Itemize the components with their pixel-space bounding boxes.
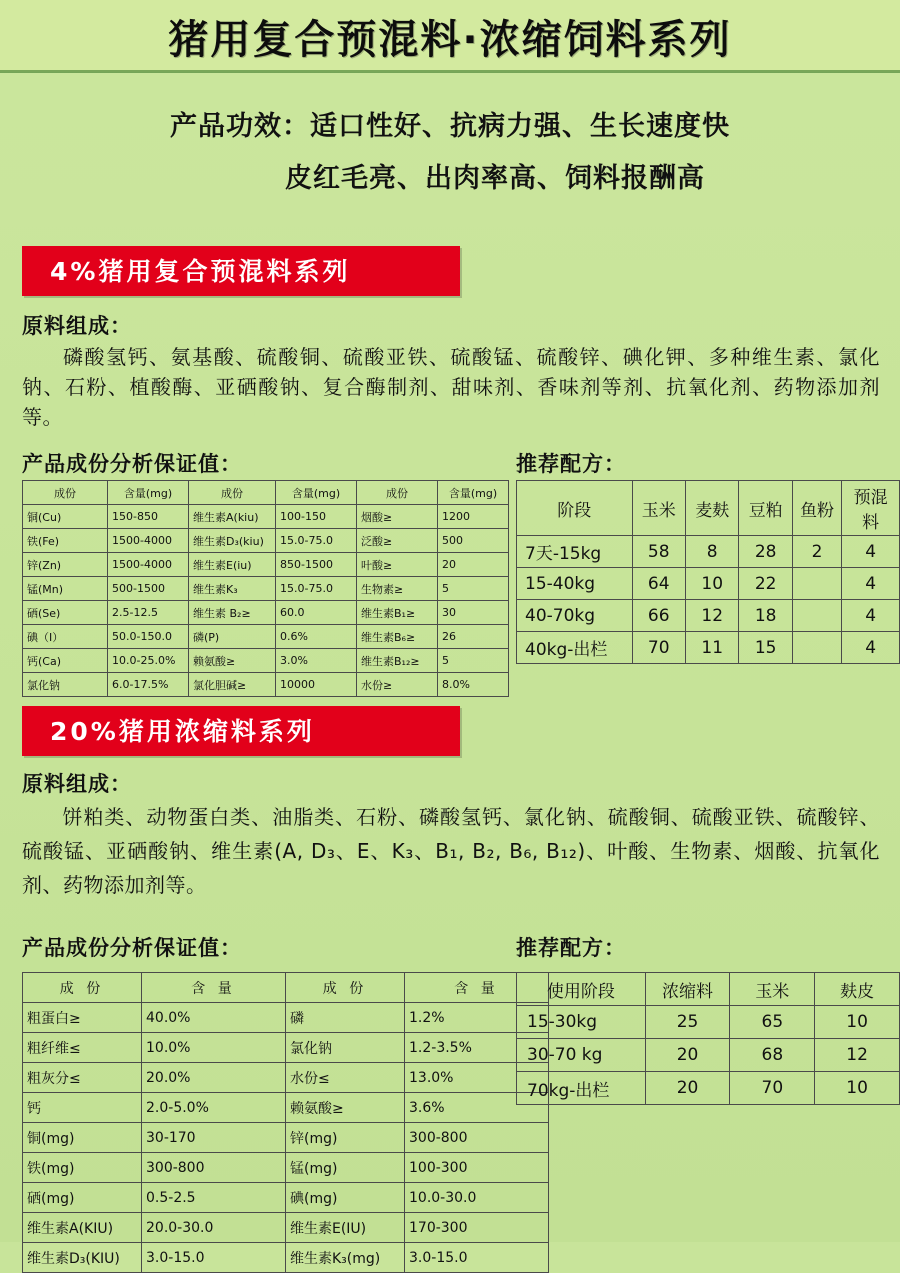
table-cell: 粗灰分≤: [23, 1063, 142, 1093]
section-2-ingredients-body: 饼粕类、动物蛋白类、油脂类、石粉、磷酸氢钙、氯化钠、硫酸铜、硫酸亚铁、硫酸锌、硫酸锰、亚硒酸钠、维生素(A, D₃、E、K₃、B₁, B₂, B₆, B₁₂)、叶酸、生物素、烟酸、抗氧化剂、药物添加剂等。: [22, 805, 880, 897]
table-cell: 850-1500: [276, 553, 357, 577]
table-cell: 硒(Se): [23, 601, 108, 625]
table-cell: 18: [739, 600, 792, 632]
table-row: [23, 577, 509, 601]
table-cell: [792, 600, 841, 632]
page-title: 猪用复合预混料·浓缩饲料系列: [168, 17, 732, 63]
table-cell: 15.0-75.0: [276, 577, 357, 601]
section-1-formula-table: [516, 480, 900, 664]
col-header: 预混料: [842, 481, 900, 536]
table-cell: 28: [739, 536, 792, 568]
section-2-ingredients-heading: 原料组成：: [22, 772, 132, 796]
table-row: [23, 625, 509, 649]
table-row: [23, 505, 509, 529]
col-header: 成份: [189, 481, 276, 505]
table-row: [23, 649, 509, 673]
table-cell: 22: [739, 568, 792, 600]
table-cell: 4: [842, 632, 900, 664]
table-row: [517, 536, 900, 568]
table-cell: 维生素K₃: [189, 577, 276, 601]
table-row: [23, 1093, 549, 1123]
col-header: 含量(mg): [108, 481, 189, 505]
col-header: 含 量: [142, 973, 286, 1003]
table-row: [23, 1063, 549, 1093]
table-cell: 64: [632, 568, 685, 600]
col-header: 鱼粉: [792, 481, 841, 536]
table-cell: 10000: [276, 673, 357, 697]
table-cell: 维生素B₆≥: [357, 625, 438, 649]
table-cell: 40-70kg: [517, 600, 633, 632]
table-cell: 氯化钠: [23, 673, 108, 697]
col-header: 豆粕: [739, 481, 792, 536]
col-header: 玉米: [632, 481, 685, 536]
table-row: [23, 1033, 549, 1063]
table-cell: 25: [645, 1006, 730, 1039]
table-cell: 铜(Cu): [23, 505, 108, 529]
table-cell: 15: [739, 632, 792, 664]
col-header: 麸皮: [815, 973, 900, 1006]
table-cell: 100-150: [276, 505, 357, 529]
table-cell: 钙: [23, 1093, 142, 1123]
table-cell: 170-300: [405, 1213, 549, 1243]
table-header-row: [23, 481, 509, 505]
table-cell: 维生素A(KIU): [23, 1213, 142, 1243]
table-cell: 维生素B₁≥: [357, 601, 438, 625]
table-cell: 维生素B₁₂≥: [357, 649, 438, 673]
table-cell: 30: [438, 601, 509, 625]
table-cell: 磷: [286, 1003, 405, 1033]
table-cell: 铁(mg): [23, 1153, 142, 1183]
section-1-composition-table: [22, 480, 509, 697]
table-cell: 10: [685, 568, 738, 600]
table-cell: 1.2%: [405, 1003, 549, 1033]
table-cell: 5: [438, 649, 509, 673]
table-cell: 5: [438, 577, 509, 601]
table-cell: 1500-4000: [108, 553, 189, 577]
section-1-ingredients-heading: 原料组成：: [22, 314, 132, 338]
table-cell: 2.5-12.5: [108, 601, 189, 625]
table-cell: 300-800: [142, 1153, 286, 1183]
table-cell: 20: [645, 1072, 730, 1105]
table-cell: 500: [438, 529, 509, 553]
section-1-ingredients-body: 磷酸氢钙、氨基酸、硫酸铜、硫酸亚铁、硫酸锰、硫酸锌、碘化钾、多种维生素、氯化钠、石粉、植酸酶、亚硒酸钠、复合酶制剂、甜味剂、香味剂等剂、抗氧化剂、药物添加剂等。: [22, 345, 880, 429]
table-cell: 66: [632, 600, 685, 632]
table-row: [23, 1003, 549, 1033]
table-cell: 钙(Ca): [23, 649, 108, 673]
table-cell: 70: [632, 632, 685, 664]
table-header-row: [517, 973, 900, 1006]
table-cell: 20: [645, 1039, 730, 1072]
table-cell: 氯化胆碱≥: [189, 673, 276, 697]
table-cell: 300-800: [405, 1123, 549, 1153]
table-cell: 维生素 B₂≥: [189, 601, 276, 625]
table-row: [517, 600, 900, 632]
table-cell: 12: [815, 1039, 900, 1072]
table-cell: 3.6%: [405, 1093, 549, 1123]
table-row: [23, 1153, 549, 1183]
col-header: 成 份: [23, 973, 142, 1003]
table-row: [23, 529, 509, 553]
col-header: 使用阶段: [517, 973, 646, 1006]
table-cell: 4: [842, 536, 900, 568]
table-cell: 铜(mg): [23, 1123, 142, 1153]
table-cell: 0.6%: [276, 625, 357, 649]
table-cell: 11: [685, 632, 738, 664]
table-cell: 3.0-15.0: [142, 1243, 286, 1273]
table-cell: 2.0-5.0%: [142, 1093, 286, 1123]
table-cell: 水份≥: [357, 673, 438, 697]
col-header: 阶段: [517, 481, 633, 536]
table-row: [23, 553, 509, 577]
table-cell: 锌(Zn): [23, 553, 108, 577]
col-header: 含量(mg): [438, 481, 509, 505]
table-cell: 磷(P): [189, 625, 276, 649]
table-cell: 20.0%: [142, 1063, 286, 1093]
table-cell: 碘（I）: [23, 625, 108, 649]
subtitle-line-2: 皮红毛亮、出肉率高、饲料报酬高: [285, 163, 705, 194]
table-cell: 50.0-150.0: [108, 625, 189, 649]
table-cell: 泛酸≥: [357, 529, 438, 553]
table-cell: 10.0-25.0%: [108, 649, 189, 673]
table-cell: 20.0-30.0: [142, 1213, 286, 1243]
table-row: [23, 673, 509, 697]
col-header: 浓缩料: [645, 973, 730, 1006]
section-2-banner: 20%猪用浓缩料系列: [22, 706, 460, 756]
table-cell: 15-40kg: [517, 568, 633, 600]
col-header: 成 份: [286, 973, 405, 1003]
table-cell: 维生素E(IU): [286, 1213, 405, 1243]
table-row: [517, 1039, 900, 1072]
table-cell: 3.0-15.0: [405, 1243, 549, 1273]
table-cell: [792, 568, 841, 600]
table-row: [23, 1183, 549, 1213]
table-row: [23, 1123, 549, 1153]
table-cell: 30-70 kg: [517, 1039, 646, 1072]
table-cell: 10.0-30.0: [405, 1183, 549, 1213]
table-cell: 碘(mg): [286, 1183, 405, 1213]
col-header: 玉米: [730, 973, 815, 1006]
table-cell: 1.2-3.5%: [405, 1033, 549, 1063]
table-cell: 氯化钠: [286, 1033, 405, 1063]
table-cell: 维生素D₃(KIU): [23, 1243, 142, 1273]
table-cell: 赖氨酸≥: [286, 1093, 405, 1123]
table-cell: 0.5-2.5: [142, 1183, 286, 1213]
section-1-formula-heading: 推荐配方：: [516, 452, 626, 476]
table-cell: 20: [438, 553, 509, 577]
table-cell: [792, 632, 841, 664]
section-1-composition-heading: 产品成份分析保证值：: [22, 452, 242, 476]
table-cell: 维生素E(iu): [189, 553, 276, 577]
table-row: [23, 1213, 549, 1243]
section-1-banner: 4%猪用复合预混料系列: [22, 246, 460, 296]
table-cell: 10.0%: [142, 1033, 286, 1063]
table-cell: 8.0%: [438, 673, 509, 697]
table-cell: 粗纤维≤: [23, 1033, 142, 1063]
table-cell: 68: [730, 1039, 815, 1072]
table-cell: 生物素≥: [357, 577, 438, 601]
col-header: 成份: [357, 481, 438, 505]
section-2-formula-heading: 推荐配方：: [516, 936, 626, 960]
table-cell: 赖氨酸≥: [189, 649, 276, 673]
table-row: [23, 601, 509, 625]
table-cell: 4: [842, 600, 900, 632]
title-divider: [0, 70, 900, 73]
col-header: 含 量: [405, 973, 549, 1003]
section-2-formula-table: [516, 972, 900, 1105]
table-header-row: [23, 973, 549, 1003]
table-row: [23, 1243, 549, 1273]
table-row: [517, 632, 900, 664]
table-cell: 8: [685, 536, 738, 568]
col-header: 含量(mg): [276, 481, 357, 505]
table-cell: 500-1500: [108, 577, 189, 601]
table-cell: 13.0%: [405, 1063, 549, 1093]
table-header-row: [517, 481, 900, 536]
table-cell: 4: [842, 568, 900, 600]
table-cell: 锰(mg): [286, 1153, 405, 1183]
table-cell: 维生素K₃(mg): [286, 1243, 405, 1273]
table-cell: 粗蛋白≥: [23, 1003, 142, 1033]
table-cell: 58: [632, 536, 685, 568]
table-cell: 水份≤: [286, 1063, 405, 1093]
table-cell: 15-30kg: [517, 1006, 646, 1039]
table-row: [517, 1006, 900, 1039]
table-cell: 40kg-出栏: [517, 632, 633, 664]
table-cell: 烟酸≥: [357, 505, 438, 529]
section-2-ingredients-text: [22, 800, 880, 902]
table-cell: 65: [730, 1006, 815, 1039]
table-cell: 70kg-出栏: [517, 1072, 646, 1105]
table-cell: 铁(Fe): [23, 529, 108, 553]
table-cell: 15.0-75.0: [276, 529, 357, 553]
table-cell: 维生素D₃(kiu): [189, 529, 276, 553]
section-2-composition-table: [22, 972, 549, 1273]
table-cell: 1200: [438, 505, 509, 529]
col-header: 成份: [23, 481, 108, 505]
table-cell: 12: [685, 600, 738, 632]
table-cell: 叶酸≥: [357, 553, 438, 577]
section-1-ingredients-text: [22, 342, 880, 432]
table-cell: 150-850: [108, 505, 189, 529]
table-cell: 40.0%: [142, 1003, 286, 1033]
table-cell: 30-170: [142, 1123, 286, 1153]
table-cell: 7天-15kg: [517, 536, 633, 568]
table-row: [517, 1072, 900, 1105]
table-cell: 26: [438, 625, 509, 649]
table-cell: 硒(mg): [23, 1183, 142, 1213]
table-cell: 60.0: [276, 601, 357, 625]
col-header: 麦麸: [685, 481, 738, 536]
table-cell: 2: [792, 536, 841, 568]
table-cell: 锌(mg): [286, 1123, 405, 1153]
table-cell: 维生素A(kiu): [189, 505, 276, 529]
table-cell: 10: [815, 1006, 900, 1039]
table-cell: 100-300: [405, 1153, 549, 1183]
subtitle-line-1: 产品功效：适口性好、抗病力强、生长速度快: [170, 111, 730, 142]
table-cell: 3.0%: [276, 649, 357, 673]
table-row: [517, 568, 900, 600]
table-cell: 1500-4000: [108, 529, 189, 553]
table-cell: 10: [815, 1072, 900, 1105]
table-cell: 锰(Mn): [23, 577, 108, 601]
table-cell: 70: [730, 1072, 815, 1105]
section-2-composition-heading: 产品成份分析保证值：: [22, 936, 242, 960]
table-cell: 6.0-17.5%: [108, 673, 189, 697]
